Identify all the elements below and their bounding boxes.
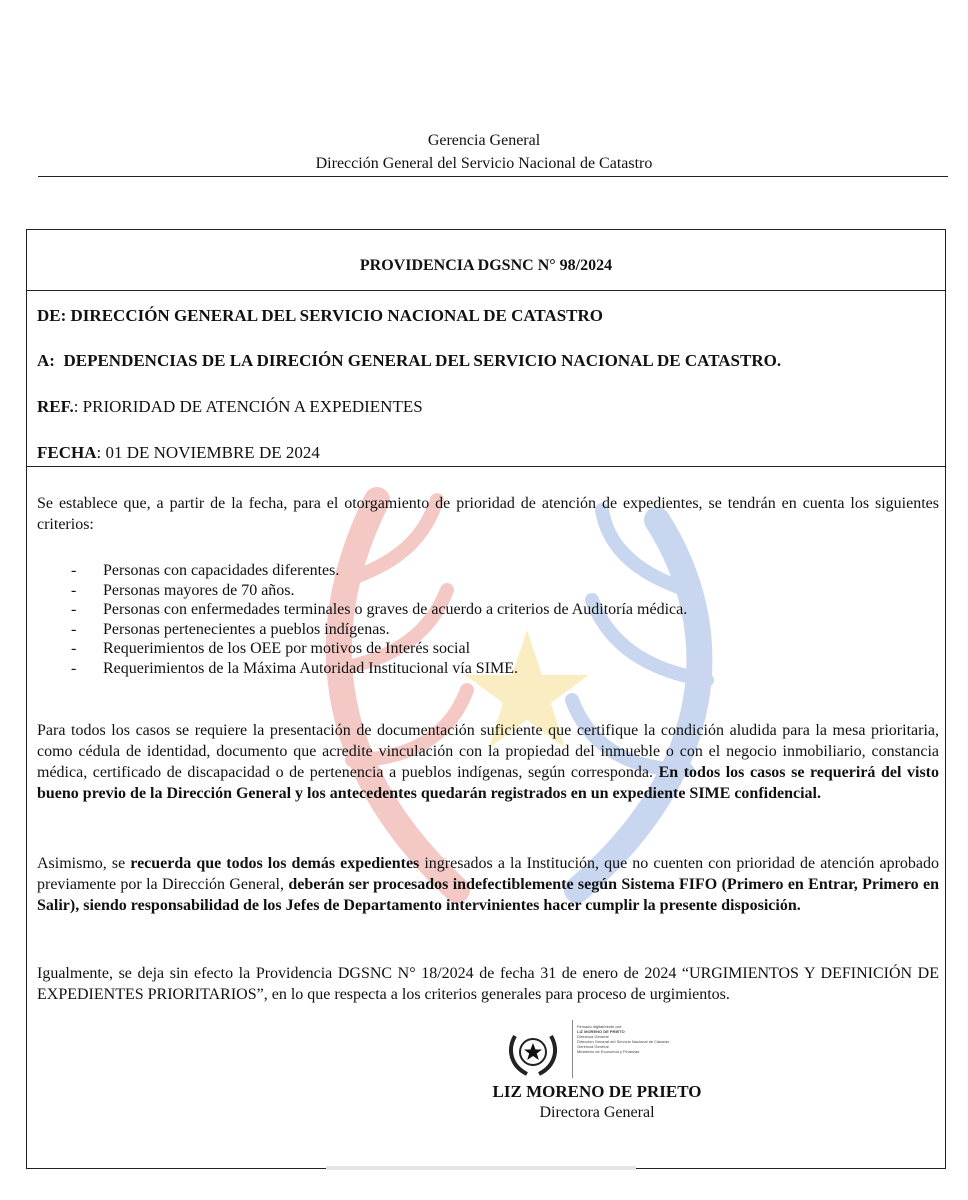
fecha-label: FECHA	[37, 443, 97, 462]
revocation-paragraph: Igualmente, se deja sin efecto la Providencia DGSNC N° 18/2024 de fecha 31 de enero de 2024 “URGIMIENTOS Y DEFINICIÓN DE EXPEDIENTES PRIORITARIOS”, en lo que respecta a los criterios generales para proceso de urgimientos.	[37, 965, 939, 1003]
national-seal-icon	[505, 1022, 561, 1078]
header-line-2: Dirección General del Servicio Nacional de Catastro	[315, 155, 653, 172]
list-item: - Personas con capacidades diferentes.	[71, 562, 340, 579]
list-item: - Requerimientos de los OEE por motivos de Interés social	[71, 640, 471, 657]
signatory-name: LIZ MORENO DE PRIETO	[492, 1082, 702, 1101]
a-line	[37, 351, 781, 371]
de-line	[37, 306, 603, 326]
ref-label: REF.	[37, 397, 74, 416]
digital-signature-block: Firmado digitalmente por: LIZ MORENO DE PRIETO Directora General Dirección General del Servicio Nacional de Catastro Gerencia General Ministerio de Economía y Finanzas	[577, 1024, 670, 1054]
list-item: - Requerimientos de la Máxima Autoridad Institucional vía SIME.	[71, 659, 519, 677]
header-line-1: Gerencia General	[427, 132, 541, 149]
a-label: A:	[37, 351, 55, 370]
ref-line	[37, 397, 423, 417]
providencia-title: PROVIDENCIA DGSNC N° 98/2024	[359, 257, 613, 274]
fecha-value: : 01 DE NOVIEMBRE DE 2024	[96, 443, 320, 462]
signature-divider	[572, 1020, 573, 1078]
signatory-role: Directora General	[539, 1104, 655, 1121]
header-rule	[38, 176, 948, 177]
divider	[27, 290, 945, 291]
intro-paragraph: Se establece que, a partir de la fecha, para el otorgamiento de prioridad de atención de expedientes, se tendrán en cuenta los siguientes criterios:	[37, 495, 939, 533]
divider	[27, 466, 945, 467]
footer-rule	[326, 1166, 636, 1170]
documentation-paragraph: Para todos los casos se requiere la presentación de documentación suficiente que certifique la condición aludida para la mesa prioritaria, como cédula de identidad, documento que acredite vinculación con la propiedad del inmueble o con el negocio inmobiliario, constancia médica, certificado de discapacidad o de pertenencia a pueblos indígenas, según corresponda. En todos los casos se requerirá del visto bueno previo de la Dirección General y los antecedentes quedarán registrados en un expediente SIME confidencial.	[37, 722, 940, 802]
list-item: - Personas con enfermedades terminales o graves de acuerdo a criterios de Auditoría médica.	[71, 601, 688, 618]
ref-value: : PRIORIDAD DE ATENCIÓN A EXPEDIENTES	[73, 397, 423, 416]
criteria-list	[37, 561, 687, 678]
providencia-box	[26, 229, 946, 1169]
list-item: - Personas pertenecientes a pueblos indígenas.	[71, 620, 390, 638]
a-value: DEPENDENCIAS DE LA DIRECIÓN GENERAL DEL SERVICIO NACIONAL DE CATASTRO.	[63, 351, 782, 370]
de-label: DE:	[37, 306, 67, 325]
de-value: DIRECCIÓN GENERAL DEL SERVICIO NACIONAL DE CATASTRO	[70, 306, 604, 325]
list-item: - Personas mayores de 70 años.	[71, 581, 295, 599]
fifo-paragraph: Asimismo, se recuerda que todos los demás expedientes ingresados a la Institución, que no cuenten con prioridad de atención aprobado previamente por la Dirección General, deberán ser procesados indefectiblemente según Sistema FIFO (Primero en Entrar, Primero en Salir), siendo responsabilidad de los Jefes de Departamento intervinientes hacer cumplir la presente disposición.	[37, 855, 940, 914]
fecha-line	[37, 443, 320, 463]
